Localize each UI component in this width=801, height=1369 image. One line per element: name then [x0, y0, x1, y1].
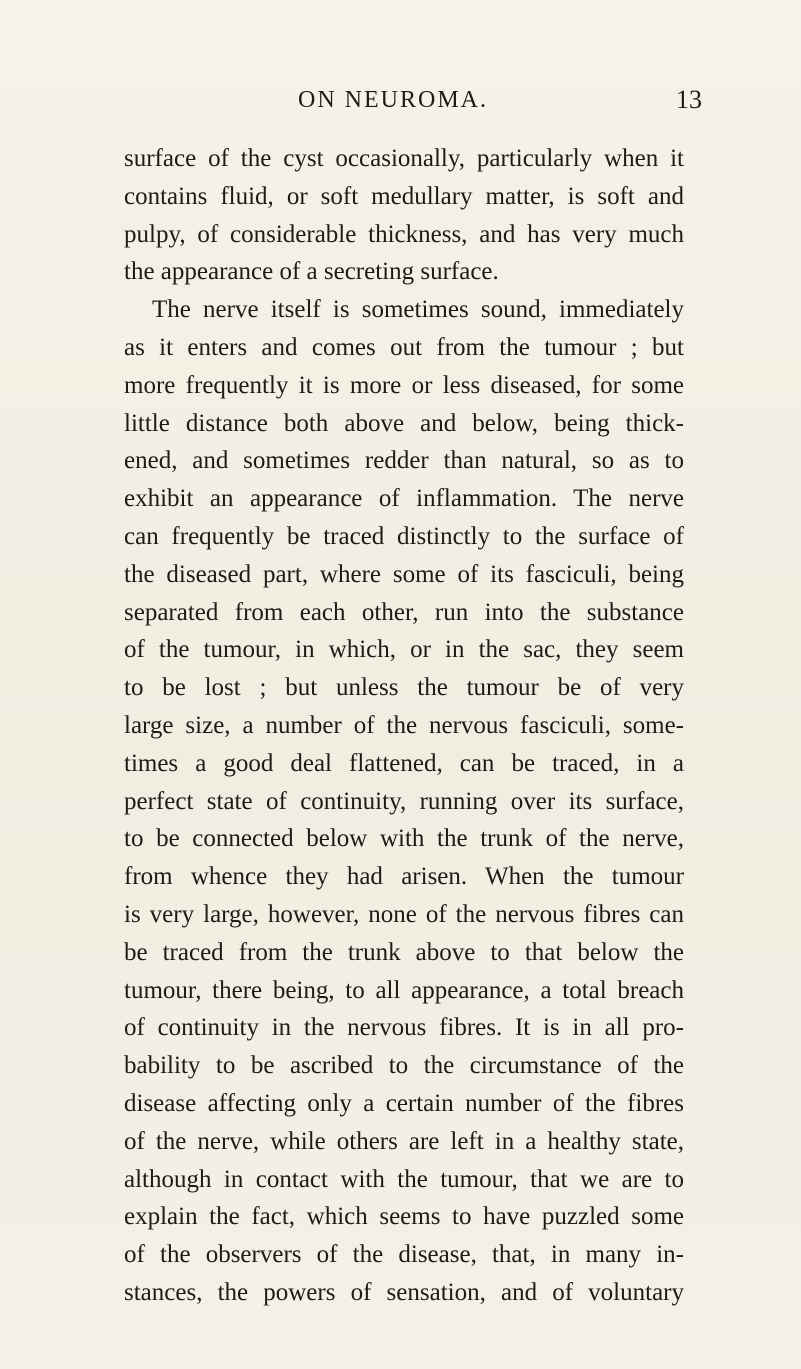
text-line: of the observers of the disease, that, in many in- — [124, 1241, 684, 1269]
text-line: times a good deal flattened, can be traced, in a — [124, 749, 684, 777]
text-line: explain the fact, which seems to have puzzled some — [124, 1203, 684, 1231]
text-line: although in contact with the tumour, that we are to — [124, 1165, 684, 1193]
text-line: separated from each other, run into the substance — [124, 598, 684, 626]
page-number: 13 — [676, 85, 702, 114]
text-line: from whence they had arisen. When the tumour — [124, 863, 684, 891]
text-line: surface of the cyst occasionally, particularly when it — [124, 145, 684, 172]
text-line: as it enters and comes out from the tumour ; but — [124, 333, 684, 361]
text-line: The nerve itself is sometimes sound, immediately — [152, 296, 684, 324]
text-line: ened, and sometimes redder than natural, so as to — [124, 447, 684, 475]
text-line: of the nerve, while others are left in a healthy state, — [124, 1127, 684, 1155]
text-line: disease affecting only a certain number of the fibres — [124, 1089, 684, 1117]
text-line: contains fluid, or soft medullary matter, is soft and — [124, 182, 684, 210]
running-head: ON NEUROMA. — [298, 87, 488, 113]
text-line: is very large, however, none of the nervous fibres can — [124, 900, 684, 928]
text-line: the diseased part, where some of its fasciculi, being — [124, 560, 684, 588]
text-line: little distance both above and below, being thick- — [124, 409, 684, 437]
text-line: tumour, there being, to all appearance, a total breach — [124, 976, 684, 1004]
body-text — [124, 140, 684, 1312]
text-line: of continuity in the nervous fibres. It is in all pro- — [124, 1014, 684, 1042]
page-header — [0, 80, 801, 120]
text-line: can frequently be traced distinctly to the surface of — [124, 522, 684, 550]
text-line: be traced from the trunk above to that below the — [124, 938, 684, 966]
text-line: exhibit an appearance of inflammation. The nerve — [124, 485, 684, 513]
text-line: bability to be ascribed to the circumstance of the — [124, 1052, 684, 1080]
text-line: the appearance of a secreting surface. — [124, 258, 499, 286]
text-line: of the tumour, in which, or in the sac, they seem — [124, 636, 684, 664]
text-line: to be lost ; but unless the tumour be of very — [124, 674, 684, 702]
text-line: more frequently it is more or less diseased, for some — [124, 371, 684, 399]
text-line: pulpy, of considerable thickness, and has very much — [124, 220, 684, 248]
text-line: to be connected below with the trunk of the nerve, — [124, 825, 684, 853]
text-line: large size, a number of the nervous fasciculi, some- — [124, 711, 684, 739]
text-line: perfect state of continuity, running over its surface, — [124, 787, 684, 815]
text-line: stances, the powers of sensation, and of voluntary — [124, 1278, 684, 1306]
